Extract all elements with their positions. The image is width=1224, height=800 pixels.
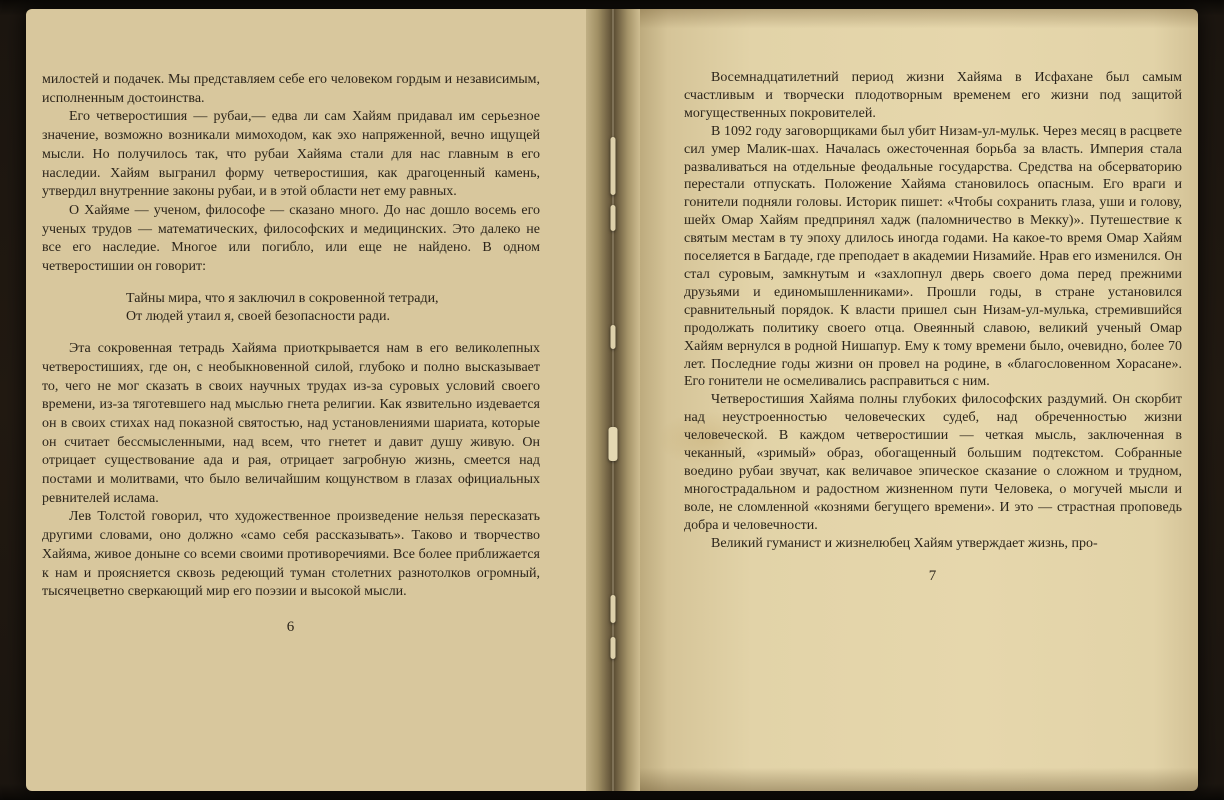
binding-thread	[611, 595, 616, 623]
verse-line: От людей утаил я, своей безопасности ради.	[126, 309, 391, 325]
paragraph: Его четверостишия — рубаи,— едва ли сам Хайям придавал им серьезное значение, возможно возникали мимоходом, как эхо напряженной, вечно ищущей мысли. Но получилось так, что рубаи Хайяма стали для нас главным в его наследии. Хайям выгранил форму четверостишия, как драгоценный камень, утвердил внутренние законы рубаи, и в этой области нет ему равных.	[42, 109, 540, 200]
binding-thread	[611, 137, 616, 195]
page-right	[640, 9, 1198, 791]
verse-quote	[126, 290, 540, 327]
paragraph: О Хайяме — ученом, философе — сказано много. До нас дошло восемь его ученых трудов — математических, философских и медицинских. Это далеко не все его наследие. Многое или погибло, или еще не найдено. В одном четверостишии он говорит:	[42, 202, 540, 275]
verse-line: Тайны мира, что я заключил в сокровенной тетради,	[126, 290, 439, 306]
paragraph: Великий гуманист и жизнелюбец Хайям утверждает жизнь, про-	[711, 535, 1098, 551]
binding-thread	[611, 325, 616, 349]
binding-thread	[611, 637, 616, 659]
binding-thread-knot	[609, 427, 618, 461]
page-number-right: 7	[928, 568, 938, 585]
paragraph: Лев Толстой говорил, что художественное произведение нельзя пересказать другими словами, оно должно «само себя рассказывать». Таково и творчество Хайяма, живое доныне со всеми своими противоречиями. Все более приближается к нам и проясняется сквозь редеющий туман столетних разнотолков огромный, тысячецветно сверкающий мир его поэзии и высокой мысли.	[42, 509, 540, 600]
book-spine	[586, 9, 640, 791]
paragraph: милостей и подачек. Мы представляем себе его человеком гордым и независимым, исполненным достоинства.	[42, 72, 540, 106]
page-left	[26, 9, 586, 791]
page-number-left: 6	[286, 618, 296, 635]
paragraph: В 1092 году заговорщиками был убит Низам-ул-мульк. Через месяц в расцвете сил умер Малик-шах. Началась ожесточенная борьба за власть. Империя стала разваливаться на отдельные феодальные государства. Средства на обсерваторию перестали отпускать. Положение Хайяма становилось опасным. Его враги и гонители подняли головы. Историк пишет: «Чтобы сохранить глаза, уши и голову, шейх Омар Хайям предпринял хадж (паломничество в Мекку)». Путешествие к святым местам в ту эпоху длилось иногда годами. На какое-то время Омар Хайям поселяется в Багдаде, где преподает в академии Низамийе. Нрав его изменился. Он стал суровым, замкнутым и «захлопнул дверь своего дома перед прежними друзьями и единомышленниками». Прошли годы, в стране установился сравнительный порядок. К власти пришел сын Низам-ул-мулька, стремившийся продолжать политику своего отца. Овеянный славою, великий ученый Омар Хайям вернулся в родной Нишапур. Ему к тому времени было, очевидно, более 70 лет. Последние годы жизни он провел на родине, в «благословенном Хорасане». Его гонители не осмеливались расправиться с ним.	[684, 123, 1182, 390]
binding-thread	[611, 205, 616, 231]
paragraph: Эта сокровенная тетрадь Хайяма приоткрывается нам в его великолепных четверостишиях, где он, с необыкновенной силой, глубоко и полно высказывает то, чего не мог сказать в своих научных трудах из-за суровых условий своего времени, из-за тяготевшего над мыслью гнета религии. Как язвительно издевается он в своих стихах над показной святостью, над установлениями шариата, которые он считает бессмысленными, над всем, что гнетет и давит душу живую. Он отрицает существование ада и рая, отрицает загробную жизнь, смеется над постами и молитвами, что было величайшим кощунством в глазах официальных ревнителей ислама.	[42, 341, 540, 506]
book-spread	[26, 9, 1198, 791]
paragraph: Четверостишия Хайяма полны глубоких философских раздумий. Он скорбит над неустроенностью человеческих судеб, над обреченностью жизни человеческой. В каждом четверостишии — четкая мысль, заключенная в чеканный, «зримый» образ, обогащенный большим подтекстом. Собранные воедино рубаи звучат, как величавое эпическое сказание о сложном и трудном, многострадальном и радостном жизненном пути Человека, о могучей мысли и воле, не сломленной «кознями бегущего времени». И это — страстная проповедь добра и человечности.	[684, 392, 1182, 533]
paragraph: Восемнадцатилетний период жизни Хайяма в Исфахане был самым счастливым и творчески плодотворным временем его жизни под защитой могущественных покровителей.	[684, 70, 1182, 121]
